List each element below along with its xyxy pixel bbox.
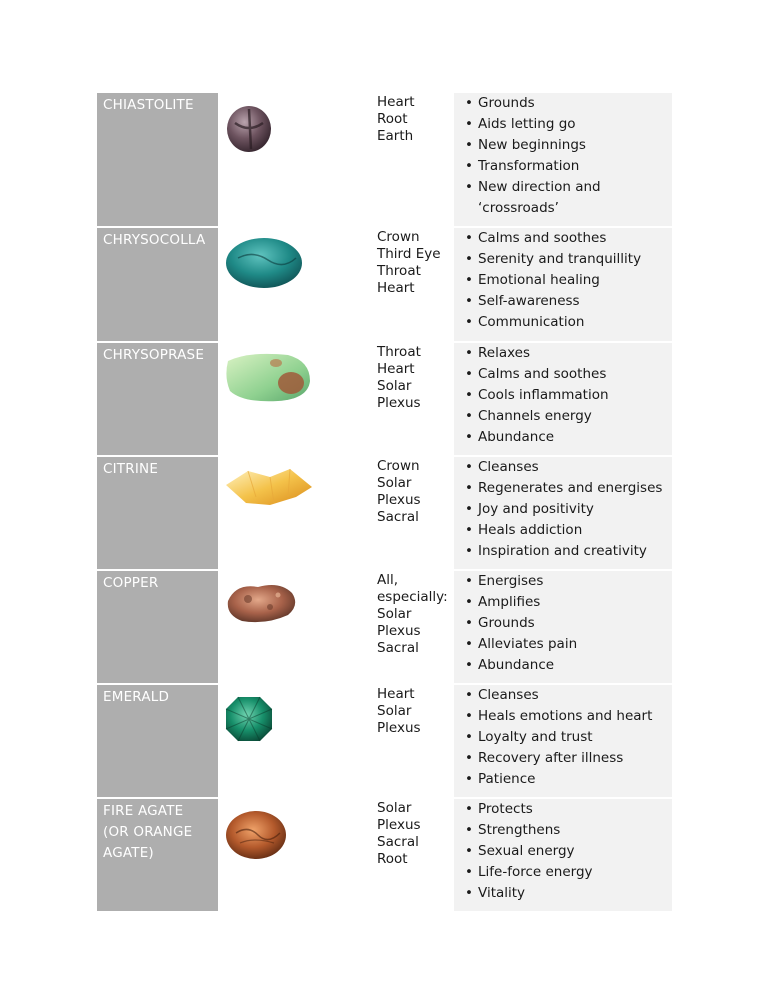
- property-item: • New beginnings: [460, 135, 666, 156]
- stone-image-cell: [218, 685, 369, 797]
- property-item: • Heals emotions and heart: [460, 706, 666, 727]
- property-item: • Grounds: [460, 613, 666, 634]
- properties-cell: [454, 685, 672, 797]
- property-item: • Energises: [460, 571, 666, 592]
- property-item: • Serenity and tranquillity: [460, 249, 666, 270]
- crystal-table: [97, 93, 672, 913]
- citrine-stone-image: [218, 457, 369, 569]
- chakra-item: Plexus: [377, 817, 421, 833]
- chakra-item: Heart: [377, 686, 415, 702]
- chakra-item: Sacral: [377, 834, 419, 850]
- chakra-item: Third Eye: [377, 246, 441, 262]
- chakra-item: Solar: [377, 800, 412, 816]
- crystal-name: CHRYSOCOLLA: [97, 228, 218, 341]
- chakra-item: Throat: [377, 344, 421, 360]
- property-item: • Calms and soothes: [460, 228, 666, 249]
- property-item: • Channels energy: [460, 406, 666, 427]
- properties-cell: [454, 343, 672, 455]
- chakra-item: Heart: [377, 361, 415, 377]
- chakra-item: Earth: [377, 128, 414, 144]
- property-item: • Vitality: [460, 883, 666, 904]
- chakra-item: Plexus: [377, 492, 421, 508]
- property-item: • Recovery after illness: [460, 748, 666, 769]
- property-item: • Emotional healing: [460, 270, 666, 291]
- property-item: • Transformation: [460, 156, 666, 177]
- crystal-name: COPPER: [97, 571, 218, 683]
- stone-image-cell: [218, 228, 369, 341]
- chrysocolla-stone-image: [218, 228, 369, 341]
- stone-image-cell: [218, 93, 369, 226]
- chakra-item: Plexus: [377, 395, 421, 411]
- crystal-name: FIRE AGATE (OR ORANGE AGATE): [97, 799, 218, 911]
- property-item: • Regenerates and energises: [460, 478, 666, 499]
- chakra-item: Solar: [377, 703, 412, 719]
- properties-cell: [454, 799, 672, 911]
- property-item: • Strengthens: [460, 820, 666, 841]
- property-item: • Patience: [460, 769, 666, 790]
- fire-agate-stone-image: [218, 799, 369, 911]
- property-item: • Relaxes: [460, 343, 666, 364]
- chakra-list: [369, 93, 447, 226]
- chakra-list: [369, 571, 447, 683]
- chrysoprase-stone-image: [218, 343, 369, 455]
- properties-list: [460, 93, 666, 219]
- table-row: [97, 571, 672, 685]
- property-item: • Joy and positivity: [460, 499, 666, 520]
- property-item: • Grounds: [460, 93, 666, 114]
- property-item: • Alleviates pain: [460, 634, 666, 655]
- property-item: • Cleanses: [460, 457, 666, 478]
- chakra-list: [369, 343, 447, 455]
- property-item: • Life-force energy: [460, 862, 666, 883]
- properties-cell: [454, 93, 672, 226]
- chakra-item: Solar: [377, 606, 412, 622]
- table-row: [97, 799, 672, 913]
- properties-list: [460, 343, 666, 448]
- property-item: • Abundance: [460, 427, 666, 448]
- properties-cell: [454, 457, 672, 569]
- property-item: • Amplifies: [460, 592, 666, 613]
- crystal-name: CITRINE: [97, 457, 218, 569]
- property-item: • Loyalty and trust: [460, 727, 666, 748]
- stone-image-cell: [218, 343, 369, 455]
- table-row: [97, 685, 672, 799]
- copper-nugget-image: [218, 571, 369, 683]
- chakra-item: Heart: [377, 280, 415, 296]
- chakra-item: Sacral: [377, 640, 419, 656]
- properties-list: [460, 799, 666, 904]
- property-item-continued: ‘crossroads’: [478, 200, 559, 216]
- property-item: • Abundance: [460, 655, 666, 676]
- chakra-item: Root: [377, 111, 408, 127]
- property-item: • Self-awareness: [460, 291, 666, 312]
- property-item: • Protects: [460, 799, 666, 820]
- properties-list: [460, 457, 666, 562]
- property-item: • Inspiration and creativity: [460, 541, 666, 562]
- chakra-list: [369, 799, 447, 911]
- chakra-item: All,: [377, 572, 399, 588]
- property-item: • Heals addiction: [460, 520, 666, 541]
- table-row: [97, 343, 672, 457]
- chakra-item: especially:: [377, 589, 448, 605]
- chakra-item: Plexus: [377, 720, 421, 736]
- table-row: [97, 93, 672, 228]
- chakra-item: Solar: [377, 475, 412, 491]
- chiastolite-stone-image: [218, 93, 369, 226]
- emerald-stone-image: [218, 685, 369, 797]
- table-row: [97, 457, 672, 571]
- property-item: • Aids letting go: [460, 114, 666, 135]
- properties-cell: [454, 228, 672, 341]
- chakra-item: Crown: [377, 458, 420, 474]
- chakra-list: [369, 457, 447, 569]
- properties-list: [460, 228, 666, 333]
- crystal-name: CHIASTOLITE: [97, 93, 218, 226]
- chakra-item: Plexus: [377, 623, 421, 639]
- crystal-name: EMERALD: [97, 685, 218, 797]
- chakra-item: Root: [377, 851, 408, 867]
- chakra-item: Throat: [377, 263, 421, 279]
- property-item: • Cleanses: [460, 685, 666, 706]
- stone-image-cell: [218, 457, 369, 569]
- properties-cell: [454, 571, 672, 683]
- table-row: [97, 228, 672, 343]
- stone-image-cell: [218, 799, 369, 911]
- properties-list: [460, 571, 666, 676]
- property-item: • Communication: [460, 312, 666, 333]
- chakra-item: Heart: [377, 94, 415, 110]
- property-item: • Cools inflammation: [460, 385, 666, 406]
- chakra-list: [369, 685, 447, 797]
- crystal-name: CHRYSOPRASE: [97, 343, 218, 455]
- chakra-list: [369, 228, 447, 341]
- chakra-item: Solar: [377, 378, 412, 394]
- chakra-item: Crown: [377, 229, 420, 245]
- property-item: • New direction and: [460, 177, 666, 198]
- chakra-item: Sacral: [377, 509, 419, 525]
- property-item: • Sexual energy: [460, 841, 666, 862]
- properties-list: [460, 685, 666, 790]
- stone-image-cell: [218, 571, 369, 683]
- property-item: • Calms and soothes: [460, 364, 666, 385]
